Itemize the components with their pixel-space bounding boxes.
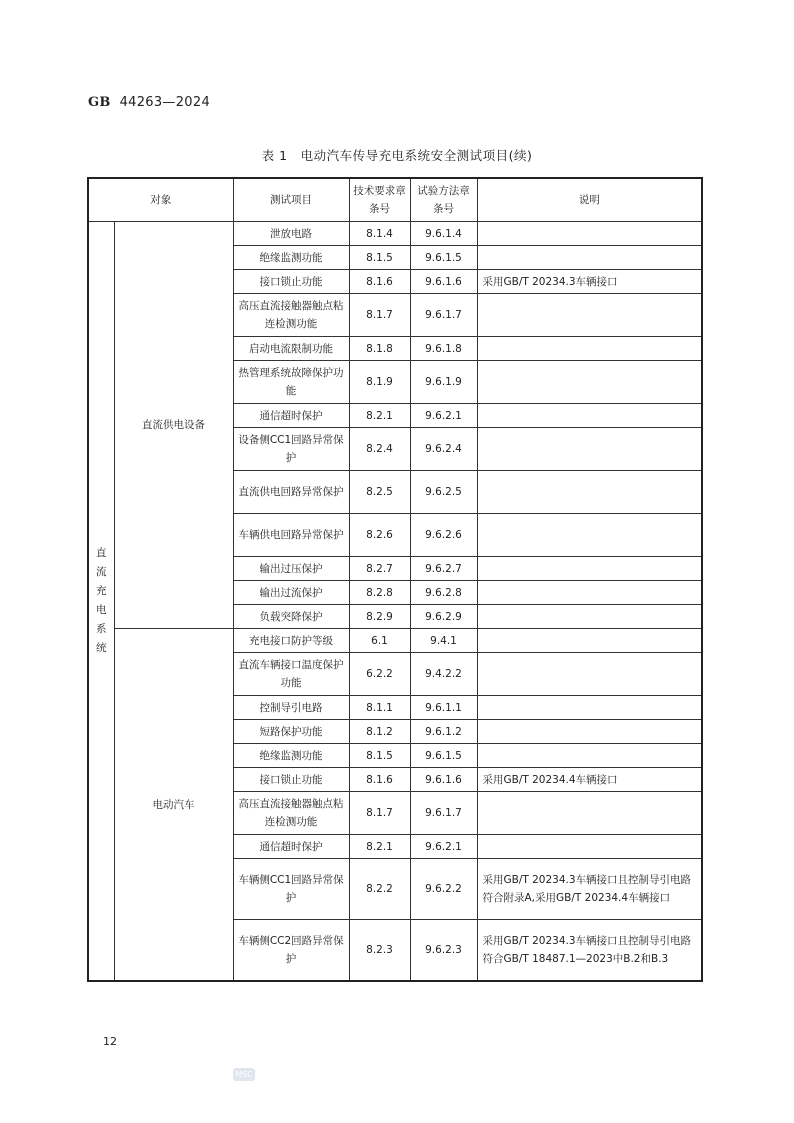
method-clause: 9.4.1 xyxy=(410,629,477,653)
subject-label: 直流供电设备 xyxy=(114,222,233,629)
test-item: 绝缘监测功能 xyxy=(233,246,349,270)
test-item: 车辆供电回路异常保护 xyxy=(233,514,349,557)
std-prefix: GB xyxy=(88,95,111,110)
note-cell xyxy=(477,720,702,744)
method-clause: 9.6.2.3 xyxy=(410,920,477,982)
note-cell xyxy=(477,514,702,557)
method-clause: 9.6.1.1 xyxy=(410,696,477,720)
note-cell xyxy=(477,404,702,428)
note-cell xyxy=(477,294,702,337)
note-cell xyxy=(477,471,702,514)
req-clause: 8.2.5 xyxy=(349,471,410,514)
note-cell xyxy=(477,222,702,246)
note-cell xyxy=(477,653,702,696)
test-item: 直流车辆接口温度保护功能 xyxy=(233,653,349,696)
req-clause: 8.2.3 xyxy=(349,920,410,982)
req-clause: 8.1.8 xyxy=(349,337,410,361)
test-item: 控制导引电路 xyxy=(233,696,349,720)
test-item: 设备侧CC1回路异常保护 xyxy=(233,428,349,471)
req-clause: 8.1.7 xyxy=(349,294,410,337)
test-item: 接口锁止功能 xyxy=(233,270,349,294)
header-note: 说明 xyxy=(477,178,702,222)
method-clause: 9.6.1.5 xyxy=(410,246,477,270)
table-row xyxy=(88,629,702,653)
req-clause: 8.1.5 xyxy=(349,744,410,768)
req-clause: 8.2.8 xyxy=(349,581,410,605)
method-clause: 9.6.2.9 xyxy=(410,605,477,629)
note-cell: 采用GB/T 20234.3车辆接口且控制导引电路符合附录A,采用GB/T 20234.4车辆接口 xyxy=(477,859,702,920)
table-body xyxy=(88,222,702,982)
table-caption: 表 1 电动汽车传导充电系统安全测试项目(续) xyxy=(261,148,533,163)
note-cell xyxy=(477,361,702,404)
req-clause: 8.2.1 xyxy=(349,404,410,428)
note-cell xyxy=(477,744,702,768)
method-clause: 9.6.2.1 xyxy=(410,835,477,859)
method-clause: 9.6.2.8 xyxy=(410,581,477,605)
req-clause: 8.2.9 xyxy=(349,605,410,629)
test-item: 绝缘监测功能 xyxy=(233,744,349,768)
method-clause: 9.6.1.7 xyxy=(410,294,477,337)
req-clause: 8.2.6 xyxy=(349,514,410,557)
test-item: 通信超时保护 xyxy=(233,404,349,428)
req-clause: 8.1.4 xyxy=(349,222,410,246)
header-object: 对象 xyxy=(88,178,233,222)
subject-label: 电动汽车 xyxy=(114,629,233,982)
req-clause: 8.1.6 xyxy=(349,270,410,294)
test-item: 高压直流接触器触点粘连检测功能 xyxy=(233,792,349,835)
table-header-row xyxy=(88,178,702,222)
note-cell xyxy=(477,581,702,605)
req-clause: 8.1.9 xyxy=(349,361,410,404)
note-cell xyxy=(477,696,702,720)
method-clause: 9.6.2.7 xyxy=(410,557,477,581)
note-cell xyxy=(477,337,702,361)
note-cell xyxy=(477,428,702,471)
req-clause: 8.2.7 xyxy=(349,557,410,581)
note-cell xyxy=(477,835,702,859)
method-clause: 9.6.1.6 xyxy=(410,768,477,792)
page-number: 12 xyxy=(103,1035,117,1048)
method-clause: 9.6.2.2 xyxy=(410,859,477,920)
method-clause: 9.6.1.8 xyxy=(410,337,477,361)
req-clause: 8.1.5 xyxy=(349,246,410,270)
note-cell: 采用GB/T 20234.3车辆接口且控制导引电路符合GB/T 18487.1—2023中B.2和B.3 xyxy=(477,920,702,982)
req-clause: 8.2.1 xyxy=(349,835,410,859)
note-cell xyxy=(477,792,702,835)
test-item: 车辆侧CC2回路异常保护 xyxy=(233,920,349,982)
system-label: 直 流 充 电 系 统 xyxy=(88,222,114,982)
test-item: 车辆侧CC1回路异常保护 xyxy=(233,859,349,920)
method-clause: 9.6.2.4 xyxy=(410,428,477,471)
std-number: 44263—2024 xyxy=(119,95,211,110)
test-item: 通信超时保护 xyxy=(233,835,349,859)
test-item: 热管理系统故障保护功能 xyxy=(233,361,349,404)
test-item: 负载突降保护 xyxy=(233,605,349,629)
test-item: 高压直流接触器触点粘连检测功能 xyxy=(233,294,349,337)
method-clause: 9.6.1.4 xyxy=(410,222,477,246)
req-clause: 8.1.2 xyxy=(349,720,410,744)
test-item: 输出过压保护 xyxy=(233,557,349,581)
method-clause: 9.6.2.6 xyxy=(410,514,477,557)
req-clause: 8.1.6 xyxy=(349,768,410,792)
note-cell xyxy=(477,629,702,653)
method-clause: 9.6.2.5 xyxy=(410,471,477,514)
safety-test-table xyxy=(87,177,703,982)
method-clause: 9.6.1.5 xyxy=(410,744,477,768)
test-item: 泄放电路 xyxy=(233,222,349,246)
req-clause: 8.1.7 xyxy=(349,792,410,835)
header-req: 技术要求章条号 xyxy=(349,178,410,222)
watermark-logo: MSC xyxy=(233,1068,255,1081)
test-item: 充电接口防护等级 xyxy=(233,629,349,653)
method-clause: 9.6.2.1 xyxy=(410,404,477,428)
method-clause: 9.6.1.2 xyxy=(410,720,477,744)
test-item: 启动电流限制功能 xyxy=(233,337,349,361)
note-cell: 采用GB/T 20234.4车辆接口 xyxy=(477,768,702,792)
test-item: 短路保护功能 xyxy=(233,720,349,744)
note-cell xyxy=(477,605,702,629)
method-clause: 9.4.2.2 xyxy=(410,653,477,696)
header-item: 测试项目 xyxy=(233,178,349,222)
req-clause: 6.1 xyxy=(349,629,410,653)
note-cell xyxy=(477,557,702,581)
method-clause: 9.6.1.6 xyxy=(410,270,477,294)
test-item: 输出过流保护 xyxy=(233,581,349,605)
standard-number xyxy=(88,95,210,110)
req-clause: 6.2.2 xyxy=(349,653,410,696)
test-item: 直流供电回路异常保护 xyxy=(233,471,349,514)
req-clause: 8.2.2 xyxy=(349,859,410,920)
method-clause: 9.6.1.9 xyxy=(410,361,477,404)
header-method: 试验方法章条号 xyxy=(410,178,477,222)
note-cell: 采用GB/T 20234.3车辆接口 xyxy=(477,270,702,294)
req-clause: 8.1.1 xyxy=(349,696,410,720)
req-clause: 8.2.4 xyxy=(349,428,410,471)
table-row xyxy=(88,222,702,246)
test-item: 接口锁止功能 xyxy=(233,768,349,792)
method-clause: 9.6.1.7 xyxy=(410,792,477,835)
note-cell xyxy=(477,246,702,270)
